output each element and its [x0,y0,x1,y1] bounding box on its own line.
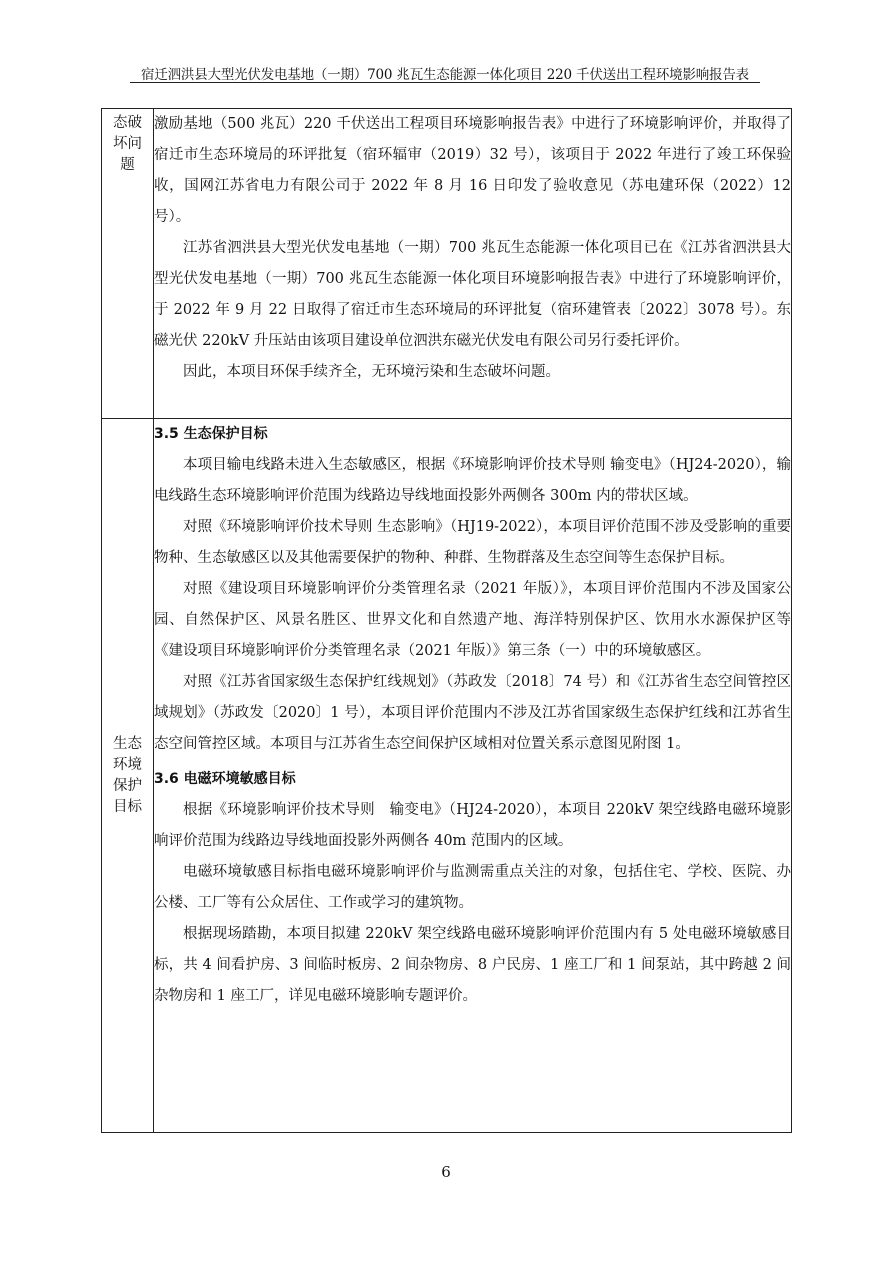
paragraph: 江苏省泗洪县大型光伏发电基地（一期）700 兆瓦生态能源一体化项目已在《江苏省泗洪县大型光伏发电基地（一期）700 兆瓦生态能源一体化项目环境影响报告表》中进行了环境影响评价，于 2022 年 9 月 22 日取得了宿迁市生态环境局的环评批复（宿环建管表〔2022〕3078 号）。东磁光伏 220kV 升压站由该项目建设单位泗洪东磁光伏发电有限公司另行委托评价。 [154,240,791,349]
paragraph: 对照《建设项目环境影响评价分类管理名录（2021 年版）》，本项目评价范围内不涉及国家公园、自然保护区、风景名胜区、世界文化和自然遗产地、海洋特别保护区、饮用水水源保护区等《建设项目环境影响评价分类管理名录（2021 年版）》第三条（一）中的环境敏感区。 [154,581,791,659]
row-label-cell [102,419,154,1133]
paragraph: 电磁环境敏感目标指电磁环境影响评价与监测需重点关注的对象，包括住宅、学校、医院、办公楼、工厂等有公众居住、工作或学习的建筑物。 [154,864,791,911]
row-label-line: 题 [120,157,135,173]
header-rule [130,82,760,83]
page-number: 6 [441,1163,451,1181]
paragraph: 本项目输电线路未进入生态敏感区，根据《环境影响评价技术导则 输变电》（HJ24-2020），输电线路生态环境影响评价范围为线路边导线地面投影外两侧各 300m 内的带状区域。 [154,457,791,504]
row-label-line: 环境 [113,756,142,773]
report-table [101,108,792,1133]
paragraph: 对照《江苏省国家级生态保护红线规划》（苏政发〔2018〕74 号）和《江苏省生态空间管控区域规划》（苏政发〔2020〕1 号），本项目评价范围内不涉及江苏省国家级生态保护红线和江苏省生态空间管控区域。本项目与江苏省生态空间保护区域相对位置关系示意图见附图 1。 [154,674,791,752]
row-content-cell [154,419,792,1133]
row-content-cell [154,109,792,419]
section-heading: 3.6 电磁环境敏感目标 [154,771,296,787]
table-row [102,419,792,1133]
row-label-cell [102,109,154,419]
section-heading: 3.5 生态保护目标 [154,426,268,442]
row-label-line: 坏问 [113,136,142,152]
paragraph: 根据《环境影响评价技术导则 输变电》（HJ24-2020），本项目 220kV 架空线路电磁环境影响评价范围为线路边导线地面投影外两侧各 40m 范围内的区域。 [154,802,791,849]
paragraph: 激励基地（500 兆瓦）220 千伏送出工程项目环境影响报告表》中进行了环境影响评价，并取得了宿迁市生态环境局的环评批复（宿环辐审（2019）32 号），该项目于 2022 年进行了竣工环保验收，国网江苏省电力有限公司于 2022 年 8 月 16 日印发了验收意见（苏电建环保（2022）12 号）。 [154,116,791,225]
row-label-line: 目标 [113,798,142,815]
row-label-line: 保护 [113,777,142,794]
paragraph: 根据现场踏勘，本项目拟建 220kV 架空线路电磁环境影响评价范围内有 5 处电磁环境敏感目标，共 4 间看护房、3 间临时板房、2 间杂物房、8 户民房、1 座工厂和 1 间泵站，其中跨越 2 间杂物房和 1 座工厂，详见电磁环境影响专题评价。 [154,926,791,1004]
table-row [102,109,792,419]
row-label-line: 生态 [113,735,142,752]
paragraph: 对照《环境影响评价技术导则 生态影响》（HJ19-2022），本项目评价范围不涉及受影响的重要物种、生态敏感区以及其他需要保护的物种、种群、生物群落及生态空间等生态保护目标。 [154,519,791,566]
paragraph: 因此，本项目环保手续齐全，无环境污染和生态破坏问题。 [183,364,560,380]
row-label-line: 态破 [113,115,142,131]
page-header-title: 宿迁泗洪县大型光伏发电基地（一期）700 兆瓦生态能源一体化项目 220 千伏送出工程环境影响报告表 [141,67,749,83]
